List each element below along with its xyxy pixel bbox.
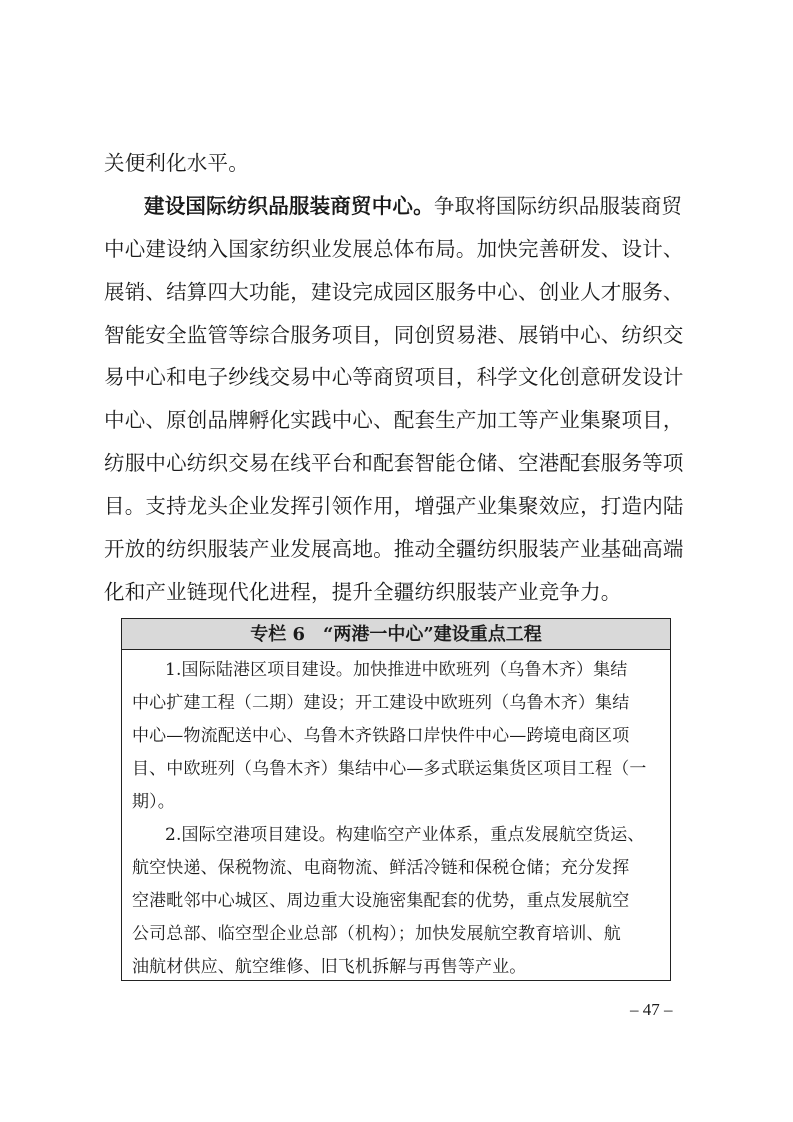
box-line: 公司总部、临空型企业总部（机构）；加快发展航空教育培训、航 (132, 924, 621, 944)
body-line: 展销、结算四大功能，建设完成园区服务中心、创业人才服务、 (104, 280, 684, 304)
body-line: 化和产业链现代化进程，提升全疆纺织服装产业竞争力。 (104, 580, 622, 604)
body-line: 目。支持龙头企业发挥引领作用，增强产业集聚效应，打造内陆 (104, 494, 684, 518)
box-line: 中心扩建工程（二期）建设；开工建设中欧班列（乌鲁木齐）集结 (132, 693, 630, 713)
body-line: 开放的纺织服装产业发展高地。推动全疆纺织服装产业基础高端 (104, 537, 684, 561)
body-line: 易中心和电子纱线交易中心等商贸项目，科学文化创意研发设计 (104, 365, 684, 389)
feature-box-title: 专栏 6 “两港一中心”建设重点工程 (122, 619, 670, 650)
box-line: 2.国际空港项目建设。构建临空产业体系，重点发展航空货运、 (165, 825, 645, 845)
feature-box (121, 618, 671, 981)
paragraph-heading: 建设国际纺织品服装商贸中心。 (144, 194, 434, 218)
body-line: 中心、原创品牌孵化实践中心、配套生产加工等产业集聚项目， (104, 408, 684, 432)
body-line: 智能安全监管等综合服务项目，同创贸易港、展销中心、纺织交 (104, 323, 684, 347)
body-line: 纺服中心纺织交易在线平台和配套智能仓储、空港配套服务等项 (104, 451, 684, 475)
page-number: – 47 – (630, 1000, 673, 1019)
box-line: 目、中欧班列（乌鲁木齐）集结中心—多式联运集货区项目工程（一 (132, 759, 647, 779)
box-line: 航空快递、保税物流、电商物流、鲜活冷链和保税仓储；充分发挥 (132, 858, 630, 878)
box-line: 空港毗邻中心城区、周边重大设施密集配套的优势，重点发展航空 (132, 891, 630, 911)
box-line: 期）。 (132, 792, 175, 812)
paragraph-first-line (144, 196, 793, 217)
body-line: 关便利化水平。 (104, 151, 249, 175)
box-line: 中心—物流配送中心、乌鲁木齐铁路口岸快件中心—跨境电商区项 (132, 726, 630, 746)
box-line: 1.国际陆港区项目建设。加快推进中欧班列（乌鲁木齐）集结 (165, 660, 628, 680)
paragraph-heading-rest: 争取将国际纺织品服装商贸 (433, 194, 683, 218)
box-line: 油航材供应、航空维修、旧飞机拆解与再售等产业。 (132, 957, 527, 977)
body-line: 中心建设纳入国家纺织业发展总体布局。加快完善研发、设计、 (104, 237, 684, 261)
